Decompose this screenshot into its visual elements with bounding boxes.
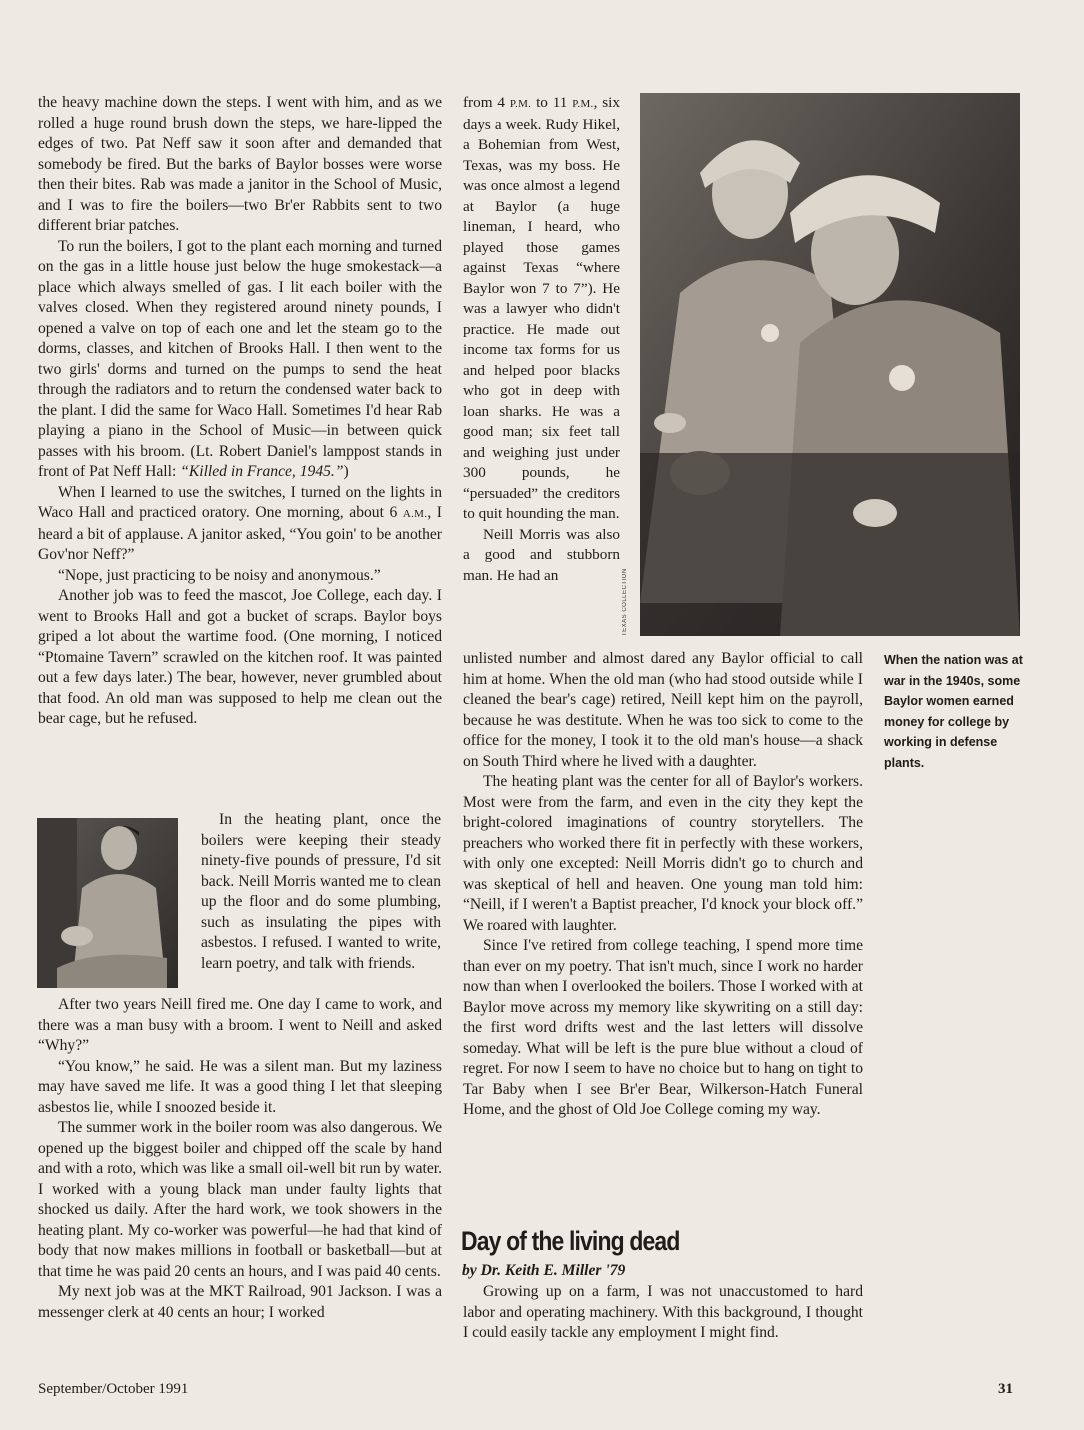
footer-date: September/October 1991 (38, 1381, 189, 1397)
paragraph: Another job was to feed the mascot, Joe College, each day. I went to Brooks Hall and got a bucket of scraps. Baylor boys griped a lot about the wartime food. (One morning, I noticed “Ptomaine Tavern” scrawled on the kitchen roof. It was painted out a few days later.) The bear, however, never grumbled about that food. An old man was supposed to help me clean out the bear cage, but he refused. (38, 587, 442, 727)
column-2-narrow (463, 93, 620, 586)
photo-credit: TEXAS COLLECTION (622, 568, 628, 636)
paragraph: Growing up on a farm, I was not unaccustomed to hard labor and operating machinery. With this background, I thought I could easily tackle any employment I might find. (463, 1283, 863, 1341)
page-number: 31 (998, 1381, 1013, 1397)
paragraph: To run the boilers, I got to the plant each morning and turned on the gas in a little house just below the huge smokestack—a place which always smelled of gas. I lit each boiler with the valves closed. When they registered around ninety pounds, I opened a valve on top of each one and let the steam go to the dorms, classes, and kitchen of Brooks Hall. I then went to the two girls' dorms and turned on the pumps to send the heat through the radiators and to return the condensed water back to the plant. I did the same for Waco Hall. Sometimes I'd hear Rab playing a piano in the School of Music—in between quick passes with his broom. (Lt. Robert Daniel's lamppost stands in front of Pat Neff Hall: “Killed in France, 1945.”) (38, 237, 442, 480)
paragraph: When I learned to use the switches, I turned on the lights in Waco Hall and practiced oratory. One morning, about 6 A.M., I heard a bit of applause. A janitor asked, “You goin' to be another Gov'nor Neff?” (38, 483, 442, 563)
paragraph: “Nope, just practicing to be noisy and anonymous.” (58, 566, 381, 584)
defense-plant-photo-illustration (640, 93, 1020, 636)
paragraph: the heavy machine down the steps. I went with him, and as we rolled a huge round brush down the steps, we hare-lipped the edges of two. Pat Neff saw it soon after and demanded that somebody be fired. But the barks of Baylor bosses were worse then their bites. Rab was made a janitor in the School of Music, and I was to fire the boilers—two Br'er Rabbits sent to two different briar patches. (38, 94, 442, 234)
photo-caption: When the nation was at war in the 1940s, some Baylor women earned money for college by working in defense plants. (884, 653, 1023, 770)
photo-women-defense-plant (640, 93, 1020, 636)
column-2-wide (463, 649, 863, 1121)
paragraph: My next job was at the MKT Railroad, 901 Jackson. I was a messenger clerk at 40 cents an hour; I worked (38, 1283, 442, 1321)
section-body (463, 1282, 863, 1344)
column-1-top (38, 93, 442, 730)
inset-photo-young-man (37, 818, 178, 988)
byline: by Dr. Keith E. Miller '79 (462, 1262, 626, 1279)
paragraph: from 4 P.M. to 11 P.M., six days a week. Rudy Hikel, a Bohemian from West, Texas, was my boss. He was once almost a legend at Baylor (a huge lineman, I heard, who played those games against Texas “where Baylor won 7 to 7”). He was a lawyer who didn't practice. He made out income tax forms for us and helped poor blacks who got in deep with loan sharks. He was a good man; six feet tall and weighing just under 300 pounds, he “persuaded” the creditors to quit hounding the man. (463, 94, 620, 522)
paragraph: unlisted number and almost dared any Baylor official to call him at home. When the old man (who had stood outside while I cleaned the bear's cage) retired, Neill kept him on the payroll, because he was destitute. When he was too sick to come to the office for the money, I took it to the old man's house—a shack on South Third where he lived with a daughter. (463, 650, 863, 770)
wrapped-text-block (201, 810, 441, 974)
column-1-bottom (38, 995, 442, 1323)
paragraph: Since I've retired from college teaching, I spend more time than ever on my poetry. That isn't much, since I work no harder now than when I overlooked the boilers. Those I worked with at Baylor move across my memory like skywriting on a still day: the first word drifts west and the last letters will dissolve someday. What will be left is the pure blue without a cloud of regret. For now I seem to have no choice but to hang on tight to Tar Baby when I see Br'er Bear, Wilkerson-Hatch Funeral Home, and the ghost of Old Joe College coming my way. (463, 937, 863, 1118)
paragraph: “You know,” he said. He was a silent man. But my laziness may have saved me life. It was a good thing I let that sleeping asbestos lie, while I snoozed beside it. (38, 1057, 442, 1116)
young-man-photo-illustration (37, 818, 178, 988)
paragraph: Neill Morris was also a good and stubborn man. He had an (463, 525, 620, 584)
paragraph: After two years Neill fired me. One day I came to work, and there was a man busy with a broom. I went to Neill and asked “Why?” (38, 996, 442, 1054)
paragraph: The summer work in the boiler room was also dangerous. We opened up the biggest boiler and chipped off the scale by hand and with a roto, which was like a small oil-well bit run by water. I worked with a young black man under faulty lights that shocked us daily. After the hard work, we took showers in the heating plant. My co-worker was powerful—he had that kind of body that now makes millions in football or basketball—but at that time he was paid 20 cents an hours, and I was paid 40 cents. (38, 1119, 442, 1280)
section-title: Day of the living dead (461, 1226, 680, 1256)
paragraph: The heating plant was the center for all of Baylor's workers. Most were from the farm, and even in the city they kept the bright-colored imaginations of country storytellers. The preachers who worked there fit in perfectly with these workers, with only one excepted: Neill Morris didn't go to church and was skeptical of hell and heaven. One young man told him: “Neill, if I weren't a Baptist preacher, I'd knock your block off.” We roared with laughter. (463, 773, 863, 934)
paragraph: In the heating plant, once the boilers were keeping their steady ninety-five pounds of pressure, I'd sit back. Neill Morris wanted me to clean up the floor and do some plumbing, such as insulating the pipes with asbestos. I refused. I wanted to write, learn poetry, and talk with friends. (201, 811, 441, 972)
